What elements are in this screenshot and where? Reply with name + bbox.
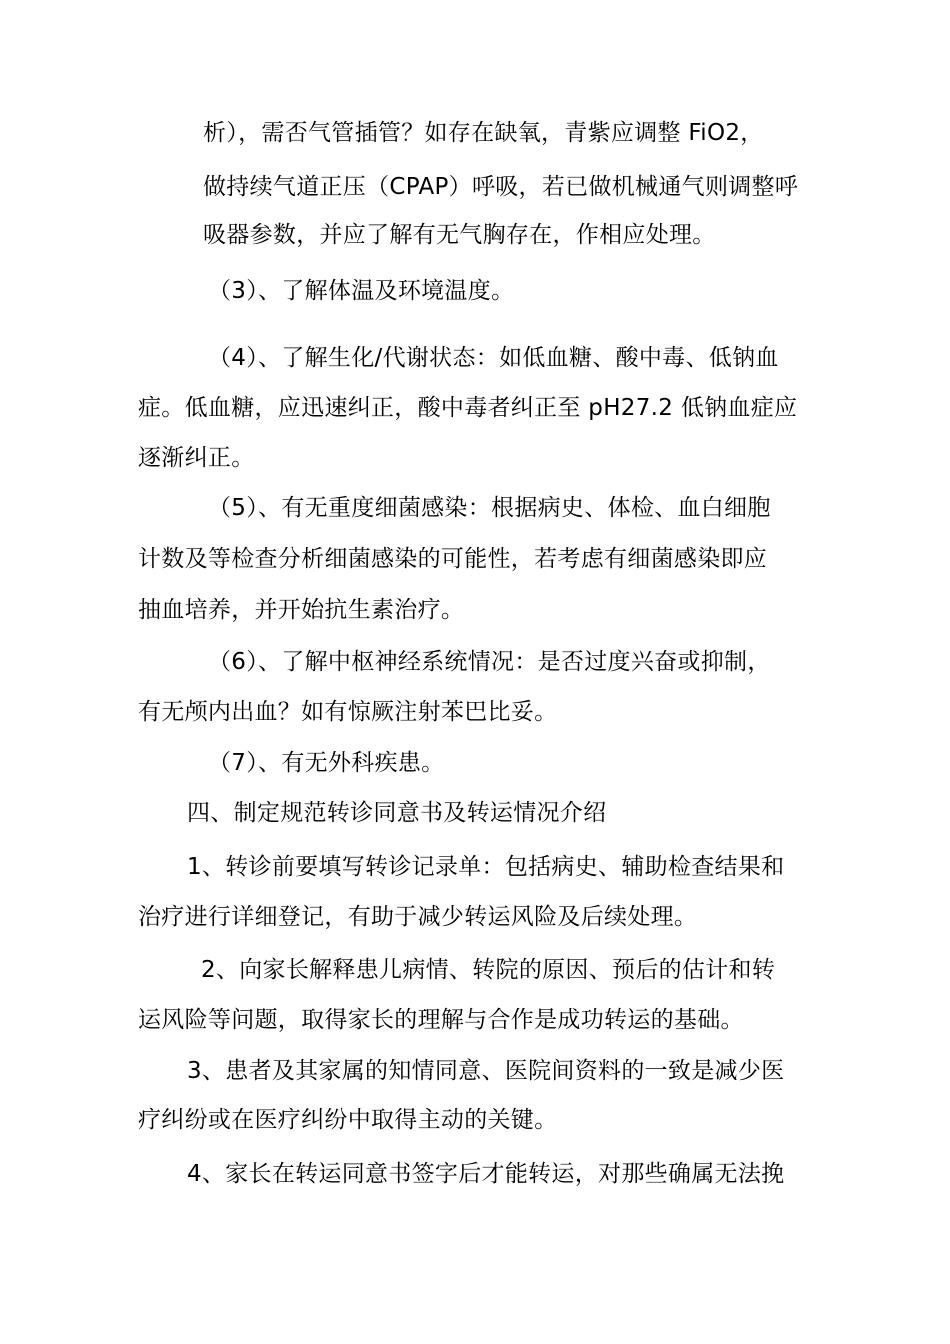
text-line: 1、转诊前要填写转诊记录单：包括病史、辅助检查结果和 <box>187 854 785 880</box>
text-line: 疗纠纷或在医疗纠纷中取得主动的关键。 <box>138 1107 558 1133</box>
text-line: 有无颅内出血？如有惊厥注射苯巴比妥。 <box>138 699 558 725</box>
text-line: 运风险等问题，取得家长的理解与合作是成功转运的基础。 <box>138 1007 744 1033</box>
text-line: 症。低血糖，应迅速纠正，酸中毒者纠正至 pH27.2 低钠血症应 <box>138 395 798 421</box>
text-line: 抽血培养，并开始抗生素治疗。 <box>138 597 465 623</box>
text-line: 3、患者及其家属的知情同意、医院间资料的一致是减少医 <box>187 1058 785 1084</box>
text-line: 2、向家长解释患儿病情、转院的原因、预后的估计和转 <box>201 957 776 983</box>
text-line: 析），需否气管插管？如存在缺氧，青紫应调整 FiO2， <box>203 120 764 146</box>
text-line: 逐渐纠正。 <box>138 445 255 471</box>
text-line: 吸器参数，并应了解有无气胸存在，作相应处理。 <box>203 222 716 248</box>
text-line: （5）、有无重度细菌感染：根据病史、体检、血白细胞 <box>208 495 771 521</box>
text-line: （3）、了解体温及环境温度。 <box>208 278 515 304</box>
text-line: （6）、了解中枢神经系统情况：是否过度兴奋或抑制， <box>208 649 771 675</box>
section-heading: 四、制定规范转诊同意书及转运情况介绍 <box>187 800 607 826</box>
text-line: 4、家长在转运同意书签字后才能转运，对那些确属无法挽 <box>187 1161 785 1187</box>
text-line: （7）、有无外科疾患。 <box>208 750 445 776</box>
text-line: 计数及等检查分析细菌感染的可能性，若考虑有细菌感染即应 <box>138 546 768 572</box>
text-line: 做持续气道正压（CPAP）呼吸，若已做机械通气则调整呼 <box>203 174 799 200</box>
text-line: 治疗进行详细登记，有助于减少转运风险及后续处理。 <box>138 904 698 930</box>
text-line: （4）、了解生化/代谢状态：如低血糖、酸中毒、低钠血 <box>208 345 779 371</box>
